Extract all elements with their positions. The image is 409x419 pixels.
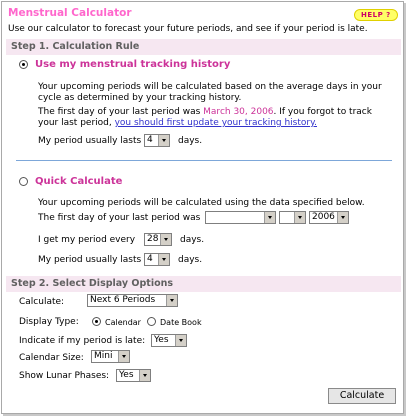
calculate-label: Calculate:	[19, 297, 65, 307]
step1-heading: Step 1. Calculation Rule	[6, 39, 401, 55]
late-value: Yes	[154, 335, 169, 345]
update-history-sentence	[38, 118, 317, 128]
step2-heading: Step 2. Select Display Options	[6, 276, 401, 292]
calculate-button[interactable]: Calculate	[328, 388, 396, 404]
calculator-panel	[1, 1, 404, 414]
quick-cycle-select[interactable]	[144, 233, 172, 246]
update-history-link[interactable]: you should first update your tracking history.	[114, 118, 318, 128]
history-description-line1: Your upcoming periods will be calculated based on the average days in your	[38, 82, 382, 92]
quick-lasts-value: 4	[147, 254, 153, 264]
history-lasts-unit: days.	[178, 136, 203, 146]
history-lasts-value: 4	[147, 135, 153, 145]
chevron-down-icon	[118, 351, 129, 362]
last-period-date: March 30, 2006	[203, 107, 274, 117]
chevron-down-icon	[158, 254, 169, 265]
history-option-label[interactable]: Use my menstrual tracking history	[35, 59, 231, 70]
calculate-value: Next 6 Periods	[90, 295, 156, 305]
lunar-label: Show Lunar Phases:	[19, 371, 110, 381]
page-title: Menstrual Calculator	[8, 7, 132, 19]
quick-year-select[interactable]	[309, 211, 349, 224]
quick-option-label[interactable]: Quick Calculate	[35, 176, 123, 187]
help-button[interactable]: HELP ?	[354, 9, 398, 21]
quick-description: Your upcoming periods will be calculated using the data specified below.	[38, 198, 365, 208]
chevron-down-icon	[294, 212, 305, 223]
late-label: Indicate if my period is late:	[19, 336, 146, 346]
late-select[interactable]	[151, 334, 187, 347]
history-lasts-label: My period usually lasts	[38, 136, 142, 146]
quick-year-value: 2006	[312, 212, 335, 222]
chevron-down-icon	[264, 212, 275, 223]
quick-month-select[interactable]	[205, 211, 276, 224]
calendar-size-label: Calendar Size:	[19, 353, 84, 363]
intro-text: Use our calculator to forecast your future periods, and see if your period is late.	[8, 24, 368, 34]
quick-radio[interactable]	[19, 177, 28, 186]
quick-first-day-label: The first day of your last period was	[38, 213, 201, 223]
lunar-select[interactable]	[116, 369, 151, 382]
quick-every-label: I get my period every	[38, 235, 136, 245]
display-type-label: Display Type:	[19, 317, 79, 327]
display-calendar-radio[interactable]	[92, 317, 101, 326]
last-period-sentence	[38, 107, 372, 117]
chevron-down-icon	[166, 295, 177, 306]
history-description-line2: cycle as determined by your tracking history.	[38, 93, 242, 103]
update-prefix: your last period,	[38, 118, 115, 128]
calendar-size-select[interactable]	[91, 350, 130, 363]
calendar-size-value: Mini	[94, 351, 113, 361]
calculate-select[interactable]	[87, 294, 178, 307]
quick-day-select[interactable]	[279, 211, 306, 224]
chevron-down-icon	[175, 335, 186, 346]
quick-every-unit: days.	[180, 235, 205, 245]
last-period-suffix: . If you forgot to track	[273, 107, 372, 117]
option-divider	[16, 160, 392, 161]
chevron-down-icon	[160, 234, 171, 245]
chevron-down-icon	[139, 370, 150, 381]
quick-lasts-select[interactable]	[144, 253, 170, 266]
quick-lasts-label: My period usually lasts	[38, 255, 142, 265]
lunar-value: Yes	[119, 370, 134, 380]
history-radio[interactable]	[19, 60, 28, 69]
quick-lasts-unit: days.	[178, 255, 203, 265]
last-period-prefix: The first day of your last period was	[38, 107, 204, 117]
display-datebook-radio[interactable]	[147, 317, 156, 326]
quick-cycle-value: 28	[147, 234, 159, 244]
chevron-down-icon	[158, 135, 169, 146]
chevron-down-icon	[337, 212, 348, 223]
display-datebook-label[interactable]: Date Book	[160, 318, 202, 327]
history-lasts-select[interactable]	[144, 134, 170, 147]
display-calendar-label[interactable]: Calendar	[105, 318, 141, 327]
